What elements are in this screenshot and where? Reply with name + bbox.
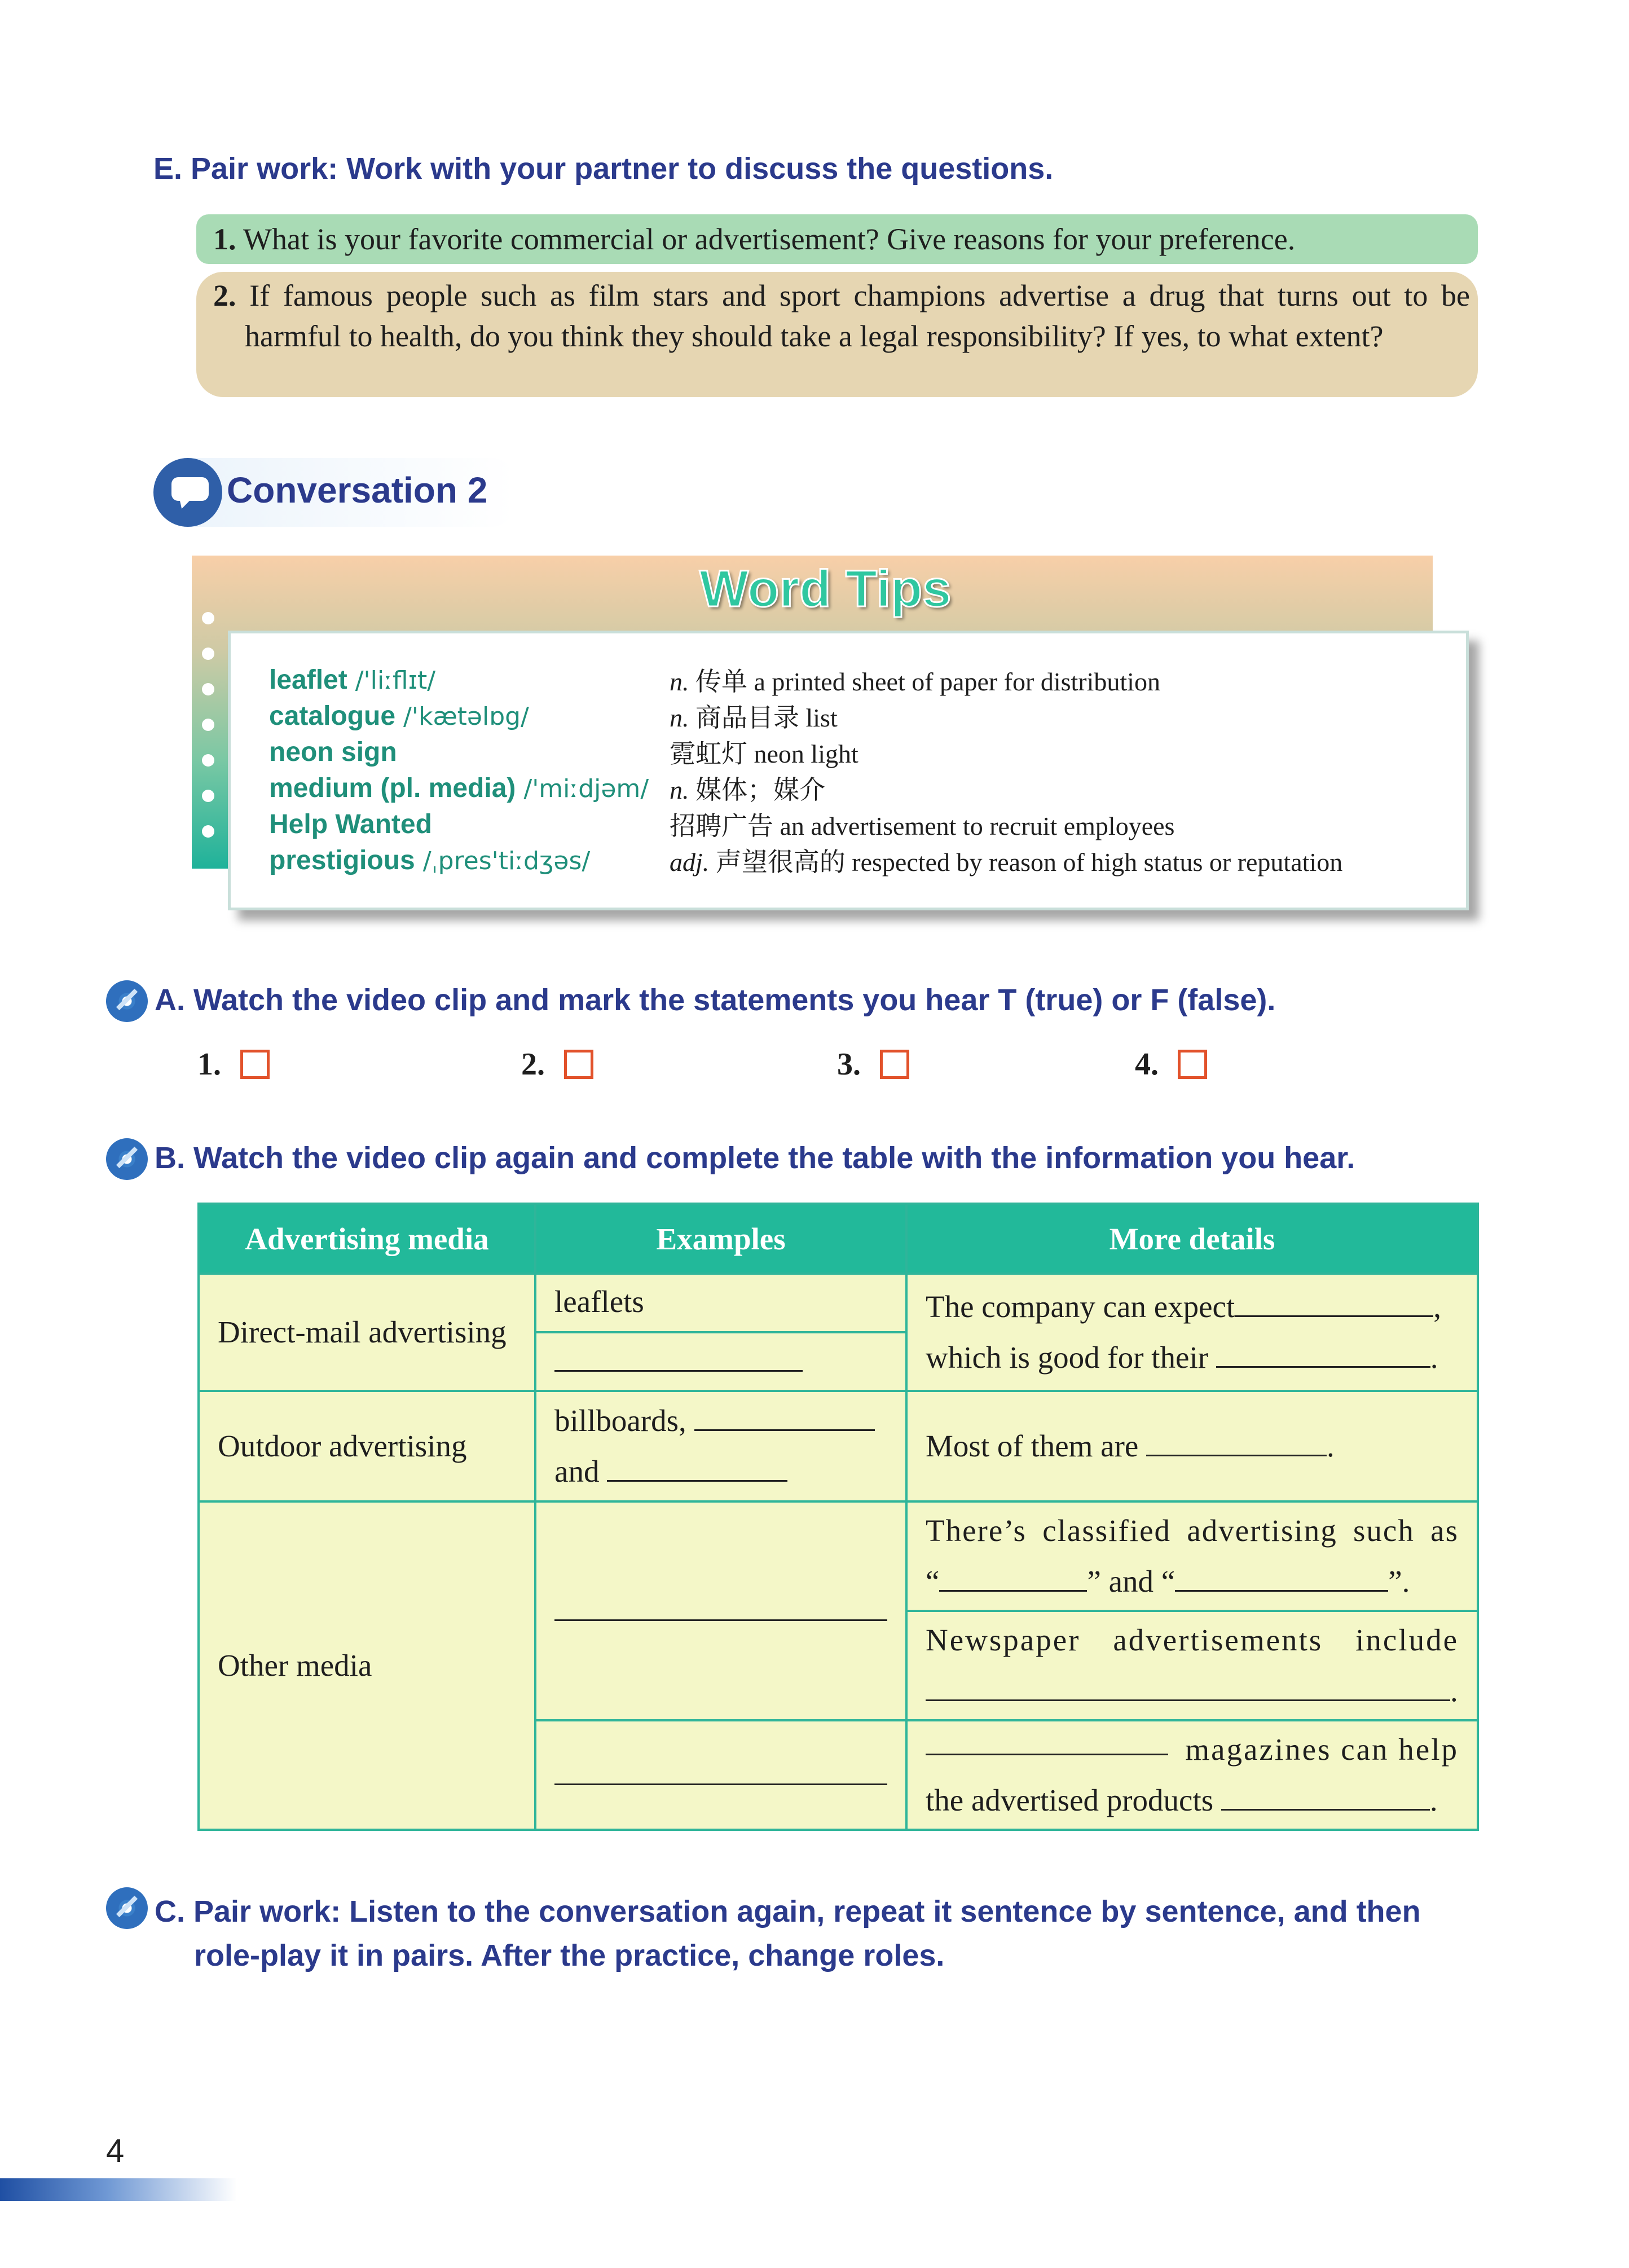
word-tip-definition — [670, 733, 858, 770]
word-tip-term — [269, 701, 670, 732]
row2-detail: Most of them are — [926, 1429, 1139, 1463]
row3-period-2: . — [1429, 1783, 1438, 1817]
part-of-speech: adj. — [670, 848, 710, 877]
answer-blank[interactable] — [939, 1561, 1087, 1592]
question-1-bar — [196, 214, 1478, 264]
cd-icon — [106, 980, 148, 1022]
row3-detail-2a: Newspaper advertisements include — [926, 1623, 1459, 1657]
answer-blank[interactable] — [694, 1400, 875, 1431]
phonetic: /'miːdjəm/ — [516, 774, 649, 803]
statement-4 — [1135, 1046, 1159, 1082]
close-quote: ”. — [1388, 1564, 1410, 1598]
answer-blank[interactable] — [1175, 1561, 1388, 1592]
answer-blank[interactable] — [554, 1754, 887, 1785]
answer-blank[interactable] — [926, 1670, 1450, 1701]
row3-detail-1a: There’s classified advertising such as — [926, 1513, 1459, 1548]
statement-1-checkbox[interactable] — [240, 1050, 270, 1079]
answer-blank[interactable] — [1146, 1425, 1327, 1456]
term: catalogue — [269, 701, 396, 731]
term: prestigious — [269, 845, 415, 875]
word-tips-card — [228, 631, 1469, 910]
statement-2 — [521, 1046, 545, 1082]
row1-period: . — [1430, 1340, 1438, 1375]
question-1-number: 1. — [213, 222, 236, 256]
definition: 霓虹灯 neon light — [670, 739, 858, 768]
row1-example: leaflets — [554, 1284, 644, 1319]
row2-media: Outdoor advertising — [218, 1429, 467, 1463]
section-e-heading: E. Pair work: Work with your partner to discuss the questions. — [153, 152, 1054, 186]
statement-1 — [197, 1046, 221, 1082]
answer-blank[interactable] — [607, 1451, 787, 1482]
row3-detail-3 — [908, 1724, 1477, 1826]
answer-blank[interactable] — [554, 1341, 803, 1372]
speech-bubble-icon — [153, 458, 222, 527]
definition: 商品目录 list — [689, 703, 838, 732]
word-tip-term — [269, 845, 670, 876]
section-a-heading: A. Watch the video clip and mark the statements you hear T (true) or F (false). — [155, 983, 1276, 1017]
answer-blank[interactable] — [1221, 1780, 1430, 1811]
word-tip-definition — [670, 805, 1174, 843]
row2-example-a: billboards, — [554, 1403, 686, 1438]
row1-comma: , — [1433, 1289, 1441, 1324]
section-c-heading-line2: role-play it in pairs. After the practice, change roles. — [194, 1939, 945, 1972]
header-more-details: More details — [906, 1204, 1478, 1274]
term: medium (pl. media) — [269, 773, 516, 803]
conversation-title: Conversation 2 — [227, 470, 488, 510]
word-tip-row — [269, 842, 1466, 878]
answer-blank[interactable] — [554, 1590, 887, 1621]
header-advertising-media: Advertising media — [199, 1204, 535, 1274]
statement-3-number: 3. — [837, 1047, 861, 1082]
page-number: 4 — [106, 2133, 125, 2169]
row1-details — [908, 1281, 1477, 1383]
definition: 传单 a printed sheet of paper for distribution — [689, 667, 1160, 696]
term: leaflet — [269, 664, 347, 695]
part-of-speech: n. — [670, 667, 689, 696]
row3-period: . — [1450, 1674, 1458, 1708]
row1-detail-b: which is good for their — [926, 1340, 1209, 1375]
row1-detail-a: The company can expect — [926, 1289, 1235, 1324]
section-c-heading — [155, 1890, 1421, 1978]
word-tip-row — [269, 806, 1466, 842]
row3-detail-1 — [908, 1505, 1477, 1607]
word-tip-term — [269, 773, 670, 804]
answer-blank[interactable] — [1216, 1337, 1430, 1368]
row3-detail-2 — [908, 1615, 1477, 1716]
word-tip-definition — [670, 842, 1342, 879]
question-2-number: 2. — [213, 279, 236, 312]
cd-icon — [106, 1138, 148, 1180]
statement-4-checkbox[interactable] — [1178, 1050, 1207, 1079]
header-examples: Examples — [535, 1204, 906, 1274]
row3-detail-3b: the advertised products — [926, 1783, 1214, 1817]
word-tip-definition — [670, 661, 1160, 698]
definition: 招聘广告 an advertisement to recruit employees — [670, 812, 1175, 840]
phonetic: /'kætəlɒg/ — [395, 702, 529, 731]
statement-3-checkbox[interactable] — [880, 1050, 909, 1079]
statement-1-number: 1. — [197, 1047, 221, 1082]
statement-2-checkbox[interactable] — [564, 1050, 593, 1079]
row2-period: . — [1327, 1429, 1335, 1463]
statement-4-number: 4. — [1135, 1047, 1159, 1082]
word-tip-row — [269, 698, 1466, 734]
statement-2-number: 2. — [521, 1047, 545, 1082]
row2-example-b: and — [554, 1454, 600, 1488]
advertising-media-table — [197, 1203, 1479, 1831]
definition: 声望很高的 respected by reason of high status or reputation — [709, 848, 1343, 877]
question-2-bar — [196, 272, 1478, 397]
conversation-label — [153, 458, 514, 527]
row3-detail-3a: magazines can help — [1185, 1732, 1459, 1767]
word-tip-definition — [670, 769, 825, 807]
word-tip-definition — [670, 697, 838, 734]
word-tip-term — [269, 809, 670, 840]
answer-blank[interactable] — [1235, 1286, 1433, 1317]
term: neon sign — [269, 737, 397, 767]
word-tip-term — [269, 737, 670, 768]
word-tip-row — [269, 734, 1466, 770]
section-c-heading-line1: C. Pair work: Listen to the conversation again, repeat it sentence by sentence, and then — [155, 1895, 1421, 1928]
question-1-text: What is your favorite commercial or advertisement? Give reasons for your preference. — [243, 222, 1296, 256]
word-tip-row — [269, 662, 1466, 698]
footer-bar — [0, 2178, 237, 2201]
open-quote: “ — [926, 1564, 940, 1598]
section-b-heading: B. Watch the video clip again and complete the table with the information you hear. — [155, 1141, 1355, 1175]
word-tip-row — [269, 770, 1466, 806]
definition: 媒体；媒介 — [689, 776, 825, 804]
answer-blank[interactable] — [926, 1724, 1168, 1755]
part-of-speech: n. — [670, 776, 689, 804]
phonetic: /ˌpres'tiːdʒəs/ — [415, 846, 591, 875]
part-of-speech: n. — [670, 703, 689, 732]
phonetic: /'liːflɪt/ — [347, 666, 436, 695]
row3-media: Other media — [218, 1648, 372, 1683]
word-tips-list — [269, 662, 1466, 878]
cd-icon — [106, 1887, 148, 1929]
term: Help Wanted — [269, 809, 432, 839]
statement-3 — [837, 1046, 861, 1082]
word-tip-term — [269, 664, 670, 695]
row1-media: Direct-mail advertising — [218, 1315, 507, 1349]
word-tips-title: Word Tips — [699, 560, 952, 618]
quote-and: ” and “ — [1087, 1564, 1175, 1598]
question-2-text: If famous people such as film stars and sport champions advertise a drug that turns out to be harmful to health, do you think they should take a legal responsibility? If yes, to what extent? — [245, 279, 1470, 353]
